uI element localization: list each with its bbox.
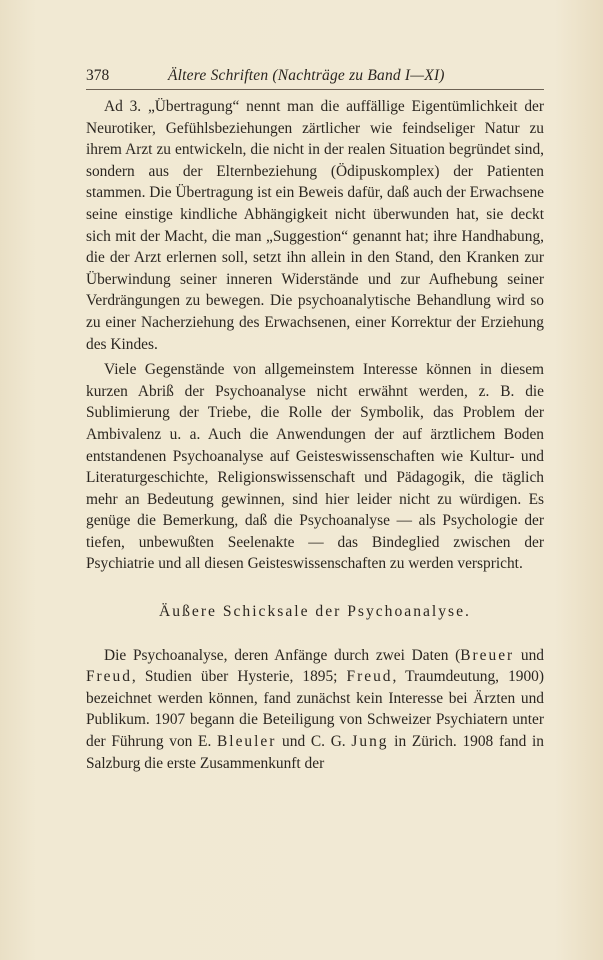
paragraph-topics: Viele Gegenstände von allgemeinstem Interesse können in diesem kurzen Abriß der Psychoanalyse nicht erwähnt werden, z. B. die Sublimierung der Triebe, die Rolle der Symbolik, das Problem der Ambivalenz u. a. Auch die Anwendungen der auf ärztlichem Boden entstandenen Psychoanalyse auf Geisteswissenschaften wie Kultur- und Literaturgeschichte, Religionswissenschaft und Pädagogik, die täglich mehr an Bedeutung gewinnen, sind hier leider nicht zu würdigen. Es genüge die Bemerkung, daß die Psychoanalyse — als Psychologie der tiefen, unbewußten Seelenakte — das Bindeglied zwischen der Psychiatrie und all diesen Geisteswissenschaften zu werden verspricht. xyxy=(86,361,544,573)
text-run: und xyxy=(514,646,544,664)
text-run: , Traumdeutung, 1900) bezeichnet werden können, fand zunächst kein Interesse bei Ärzten und Publikum. 1907 begann die Beteiligung von Schweizer Psychiatern unter der Führung von E. xyxy=(86,668,544,751)
section-heading: Äußere Schicksale der Psychoanalyse. xyxy=(159,603,471,621)
page-number: 378 xyxy=(86,67,110,84)
page-body xyxy=(86,96,544,774)
paragraph-history xyxy=(86,645,544,775)
author-name: Freud xyxy=(86,668,132,686)
text-run: und C. G. xyxy=(276,733,352,751)
text-run: , Studien über Hysterie, 1895; xyxy=(131,668,347,686)
author-name: Breuer xyxy=(460,646,515,664)
text-run: Die Psychoanalyse, deren Anfänge durch zwei Daten ( xyxy=(104,646,461,664)
paragraph-transference: Ad 3. „Übertragung“ nennt man die auffällige Eigentümlichkeit der Neurotiker, Gefühlsbeziehungen zärtlicher wie feindseliger Natur zu ihrem Arzt zu entwickeln, die nicht in der realen Situation begründet sind, sondern aus der Elternbeziehung (Ödipuskomplex) der Patienten stammen. Die Übertragung ist ein Beweis dafür, daß auch der Erwachsene seine einstige kindliche Abhängigkeit nicht überwunden hat, sie deckt sich mit der Macht, die man „Suggestion“ genannt hat; ihre Handhabung, die der Arzt erlernen soll, setzt ihn allein in den Stand, den Kranken zur Überwindung seiner inneren Widerstände und zur Aufhebung seiner Verdrängungen zu bewegen. Die psychoanalytische Behandlung wird so zu einer Nacherziehung des Erwachsenen, einer Korrektur der Erziehung des Kindes. xyxy=(86,98,544,353)
author-name: Bleuler xyxy=(217,733,277,751)
running-head: Ältere Schriften (Nachträge zu Band I—XI) xyxy=(168,67,445,84)
header-rule xyxy=(86,89,544,90)
author-name: Jung xyxy=(351,733,389,751)
author-name: Freud xyxy=(346,668,393,686)
text-run: in Zürich. 1908 fand in Salzburg die erste Zusammenkunft der xyxy=(86,733,545,772)
